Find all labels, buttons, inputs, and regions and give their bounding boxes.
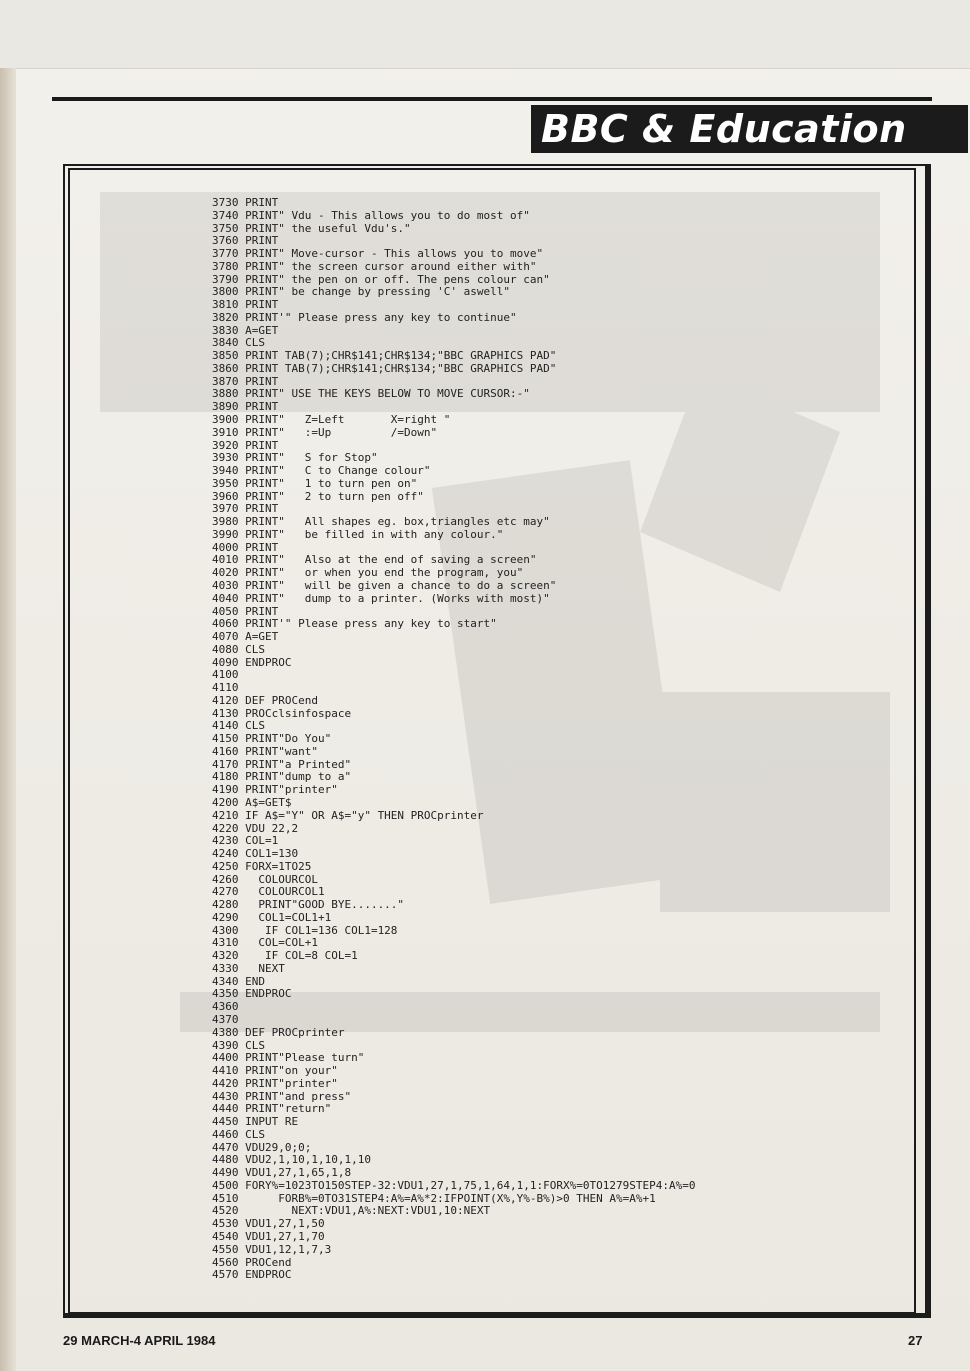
code-line: 4470 VDU29,0;0; [212,1140,312,1154]
code-line: 3910 PRINT" :=Up /=Down" [212,425,438,439]
code-line: 4260 COLOURCOL [212,872,318,886]
code-line: 4020 PRINT" or when you end the program, you" [212,566,524,580]
listing-frame-shadow-right [925,164,931,1318]
code-line: 4350 ENDPROC [212,987,292,1001]
code-line: 3800 PRINT" be change by pressing 'C' aswell" [212,285,511,299]
code-line: 4380 DEF PROCprinter [212,1025,345,1039]
code-line: 4410 PRINT"on your" [212,1064,338,1078]
code-line: 3810 PRINT [212,298,279,312]
code-line: 4030 PRINT" will be given a chance to do a screen" [212,578,557,592]
code-line: 4550 VDU1,12,1,7,3 [212,1242,332,1256]
code-line: 4180 PRINT"dump to a" [212,770,352,784]
code-line: 4100 [212,668,239,682]
code-line: 3920 PRINT [212,438,279,452]
code-line: 3730 PRINT [212,196,279,209]
code-line: 3850 PRINT TAB(7);CHR$141;CHR$134;"BBC GRAPHICS PAD" [212,349,557,363]
code-line: 3960 PRINT" 2 to turn pen off" [212,489,424,503]
code-line: 4540 VDU1,27,1,70 [212,1230,325,1244]
section-title: BBC & Education [541,107,907,151]
code-line: 4270 COLOURCOL1 [212,885,325,899]
code-line: 4560 PROCend [212,1255,292,1269]
code-line: 4010 PRINT" Also at the end of saving a screen" [212,553,537,567]
code-line: 4310 COL=COL+1 [212,936,318,950]
listing-frame-shadow-bottom [63,1313,931,1318]
code-line: 3740 PRINT" Vdu - This allows you to do most of" [212,208,530,222]
code-line: 4130 PROCclsinfospace [212,706,352,720]
code-line: 3820 PRINT'" Please press any key to continue" [212,310,517,324]
code-line: 4120 DEF PROCend [212,693,318,707]
code-line: 4570 ENDPROC [212,1268,292,1282]
section-banner [531,105,968,153]
code-line: 4060 PRINT'" Please press any key to start" [212,617,497,631]
code-line: 4400 PRINT"Please turn" [212,1051,365,1065]
code-line: 4170 PRINT"a Printed" [212,757,352,771]
code-line: 4000 PRINT [212,540,279,554]
code-line: 4110 [212,681,239,695]
code-line: 4460 CLS [212,1127,265,1141]
code-line: 4340 END [212,974,265,988]
page-binding-edge [0,68,16,1371]
code-line: 4220 VDU 22,2 [212,821,299,835]
code-line: 4520 NEXT:VDU1,A%:NEXT:VDU1,10:NEXT [212,1204,491,1218]
code-line: 4480 VDU2,1,10,1,10,1,10 [212,1153,371,1167]
code-line: 3770 PRINT" Move-cursor - This allows you to move" [212,247,544,261]
code-line: 3840 CLS [212,336,265,350]
code-line: 3780 PRINT" the screen cursor around either with" [212,259,537,273]
code-line: 3750 PRINT" the useful Vdu's." [212,221,411,235]
code-line: 4290 COL1=COL1+1 [212,910,332,924]
code-line: 4450 INPUT RE [212,1115,299,1129]
code-line: 4420 PRINT"printer" [212,1076,338,1090]
code-line: 3980 PRINT" All shapes eg. box,triangles etc may" [212,515,550,529]
code-line: 4530 VDU1,27,1,50 [212,1217,325,1231]
code-line: 3970 PRINT [212,502,279,516]
code-line: 3990 PRINT" be filled in with any colour." [212,527,504,541]
code-line: 4300 IF COL1=136 COL1=128 [212,923,398,937]
code-line: 4440 PRINT"return" [212,1102,332,1116]
code-line: 3870 PRINT [212,374,279,388]
code-line: 3860 PRINT TAB(7);CHR$141;CHR$134;"BBC GRAPHICS PAD" [212,361,557,375]
code-line: 4050 PRINT [212,604,279,618]
code-line: 3940 PRINT" C to Change colour" [212,464,431,478]
code-line: 4390 CLS [212,1038,265,1052]
code-line: 3760 PRINT [212,234,279,248]
header-rule [52,97,932,101]
code-line: 4370 [212,1013,239,1026]
code-line: 4230 COL=1 [212,834,279,848]
code-line: 4140 CLS [212,719,265,733]
code-line: 3890 PRINT [212,400,279,414]
page-number: 27 [908,1333,923,1348]
basic-program-listing [212,197,695,1282]
code-line: 4320 IF COL=8 COL=1 [212,949,358,963]
code-line: 4160 PRINT"want" [212,744,318,758]
code-line: 3950 PRINT" 1 to turn pen on" [212,476,418,490]
code-line: 4190 PRINT"printer" [212,783,338,797]
code-line: 4080 CLS [212,642,265,656]
code-line: 4490 VDU1,27,1,65,1,8 [212,1166,352,1180]
code-line: 4280 PRINT"GOOD BYE......." [212,898,405,912]
code-line: 4240 COL1=130 [212,847,299,861]
code-line: 4510 FORB%=0TO31STEP4:A%=A%*2:IFPOINT(X%,Y%-B%)>0 THEN A%=A%+1 [212,1191,656,1205]
code-line: 3900 PRINT" Z=Left X=right " [212,413,451,427]
code-line: 4090 ENDPROC [212,655,292,669]
code-line: 4200 A$=GET$ [212,795,292,809]
page-top-margin [0,0,970,69]
code-line: 3790 PRINT" the pen on or off. The pens colour can" [212,272,550,286]
code-line: 4150 PRINT"Do You" [212,732,332,746]
code-line: 3830 A=GET [212,323,279,337]
code-line: 3880 PRINT" USE THE KEYS BELOW TO MOVE CURSOR:-" [212,387,530,401]
code-line: 4070 A=GET [212,630,279,644]
code-line: 4360 [212,1000,239,1014]
issue-date: 29 MARCH-4 APRIL 1984 [63,1333,216,1348]
code-line: 4210 IF A$="Y" OR A$="y" THEN PROCprinter [212,808,484,822]
code-line: 4500 FORY%=1023TO150STEP-32:VDU1,27,1,75,1,64,1,1:FORX%=0TO1279STEP4:A%=0 [212,1178,696,1192]
code-line: 4250 FORX=1TO25 [212,859,312,873]
code-line: 4330 NEXT [212,961,285,975]
code-line: 3930 PRINT" S for Stop" [212,451,378,465]
code-line: 4430 PRINT"and press" [212,1089,352,1103]
code-line: 4040 PRINT" dump to a printer. (Works with most)" [212,591,550,605]
